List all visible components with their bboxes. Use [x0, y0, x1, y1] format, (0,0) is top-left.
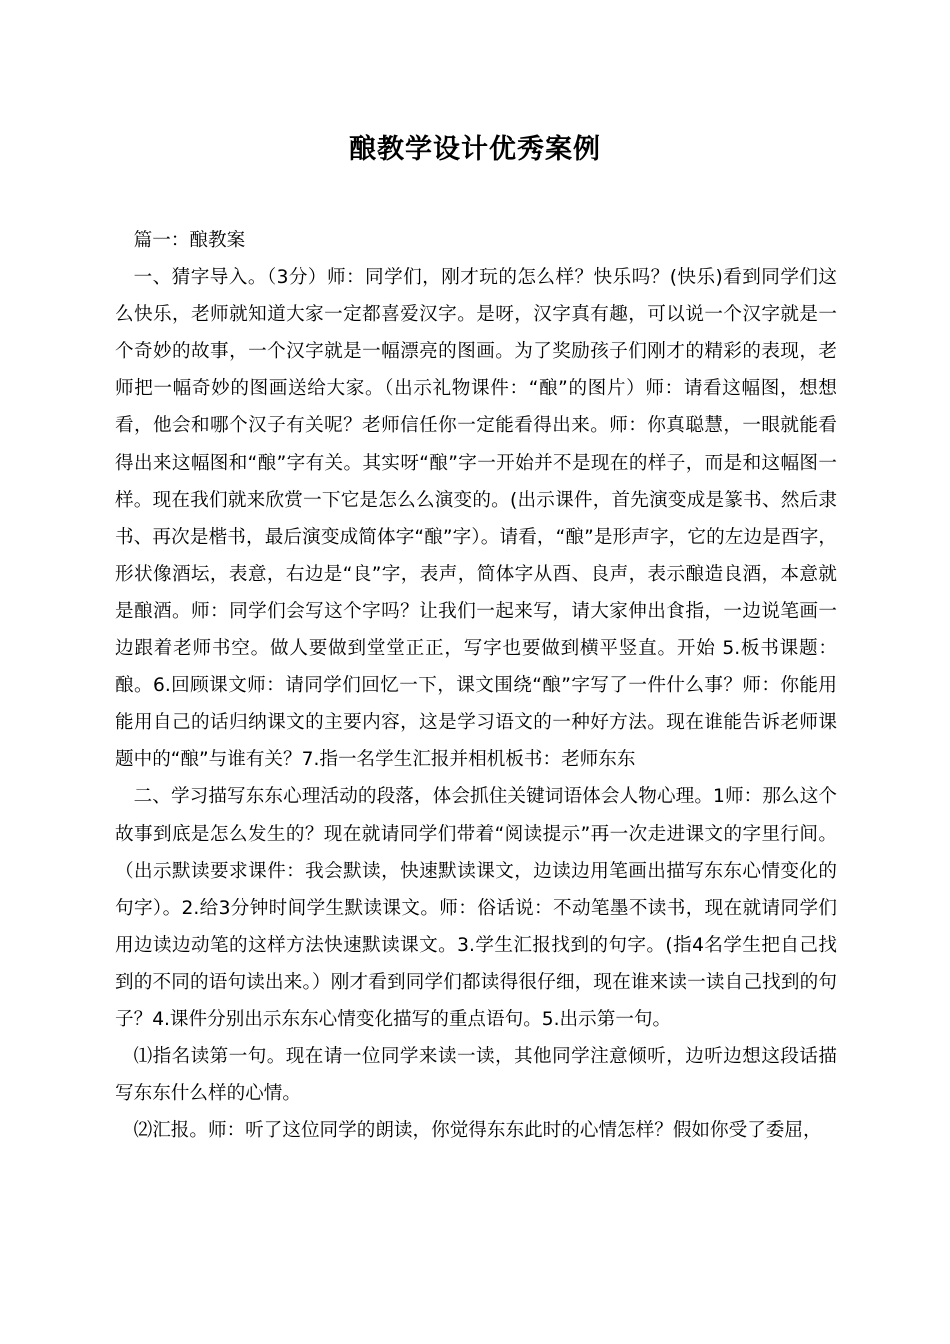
paragraph: 一、猜字导入。（3分）师：同学们，刚才玩的怎么样？快乐吗？(快乐)看到同学们这么快乐，老师就知道大家一定都喜爱汉字。是呀，汉字真有趣，可以说一个汉字就是一个奇妙的故事，一个汉字就是一幅漂亮的图画。为了奖励孩子们刚才的精彩的表现，老师把一幅奇妙的图画送给大家。（出示礼物课件：“酿”的图片）师：请看这幅图，想想看，他会和哪个汉子有关呢？老师信任你一定能看得出来。师：你真聪慧，一眼就能看得出来这幅图和“酿”字有关。其实呀“酿”字一开始并不是现在的样子，而是和这幅图一样。现在我们就来欣赏一下它是怎么么演变的。(出示课件，首先演变成是篆书、然后隶书、再次是楷书，最后演变成简体字“酿”字）。请看，“酿”是形声字，它的左边是酉字，形状像酒坛，表意，右边是“良”字，表声，简体字从酉、良声，表示酿造良酒，本意就是酿酒。师：同学们会写这个字吗？让我们一起来写，请大家伸出食指，一边说笔画一边跟着老师书空。做人要做到堂堂正正，写字也要做到横平竖直。开始 5.板书课题：酿。6.回顾课文师：请同学们回忆一下，课文围绕“酿”字写了一件什么事？师：你能用能用自己的话归纳课文的主要内容，这是学习语文的一种好方法。现在谁能告诉老师课题中的“酿”与谁有关？7.指一名学生汇报并相机板书：老师东东: [115, 267, 837, 771]
paragraph: ⑵汇报。师：听了这位同学的朗读，你觉得东东此时的心情怎样？假如你受了委屈，: [133, 1120, 822, 1142]
paragraph: ⑴指名读第一句。现在请一位同学来读一读，其他同学注意倾听，边听边想这段话描写东东什么样的心情。: [115, 1046, 837, 1105]
document-body: [115, 222, 837, 1149]
paragraph: 二、学习描写东东心理活动的段落，体会抓住关键词语体会人物心理。1师：那么这个故事到底是怎么发生的？现在就请同学们带着“阅读提示”再一次走进课文的字里行间。（出示默读要求课件：我会默读，快速默读课文，边读边用笔画出描写东东心情变化的句字）。2.给3分钟时间学生默读课文。师：俗话说：不动笔墨不读书，现在就请同学们用边读边动笔的这样方法快速默读课文。3.学生汇报找到的句字。(指4名学生把自己找到的不同的语句读出来。）刚才看到同学们都读得很仔细，现在谁来读一读自己找到的句子？4.课件分别出示东东心情变化描写的重点语句。5.出示第一句。: [115, 786, 837, 1030]
section-heading: 篇一：酿教案: [133, 230, 246, 251]
document-title: 酿教学设计优秀案例: [349, 134, 601, 165]
